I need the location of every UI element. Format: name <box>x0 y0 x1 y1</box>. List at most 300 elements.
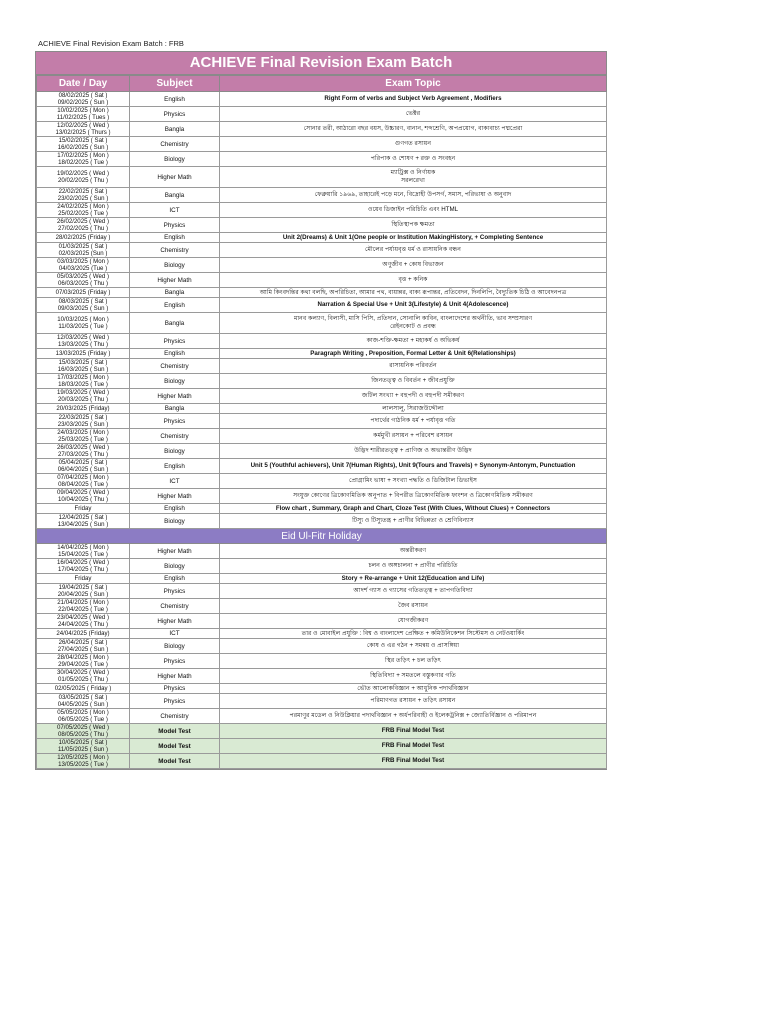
date-line: 26/03/2025 ( Wed ) <box>56 444 110 451</box>
topic-cell <box>220 258 607 273</box>
topic-cell <box>220 137 607 152</box>
date-line: 05/04/2025 ( Sat ) <box>58 459 108 466</box>
date-line: 17/02/2025 ( Mon ) <box>57 152 109 159</box>
table-row <box>37 514 607 529</box>
date-cell <box>37 404 130 414</box>
table-row <box>37 349 607 359</box>
topic-line: স্থিতিবিদ্যা + সমতলে বস্তুকণার গতি <box>370 672 456 679</box>
date-line: 25/02/2025 ( Tue ) <box>58 210 108 217</box>
holiday-row <box>37 529 607 544</box>
date-line: 10/02/2025 ( Mon ) <box>57 107 109 114</box>
date-cell <box>37 218 130 233</box>
topic-cell <box>220 504 607 514</box>
topic-cell <box>220 349 607 359</box>
date-line: 02/03/2025 (Sun ) <box>58 250 108 257</box>
topic-cell <box>220 122 607 137</box>
topic-line: Unit 5 (Youthful achievers), Unit 7(Human Rights), Unit 9(Tours and Travels) + Synonym-Antonym, Punctuation <box>250 462 576 469</box>
table-row <box>37 243 607 258</box>
topic-line: Story + Re-arrange + Unit 12(Education and Life) <box>341 574 485 582</box>
topic-line: পরিপাক ও শোষণ + রক্ত ও সংবহন <box>370 155 456 162</box>
date-cell <box>37 313 130 334</box>
topic-line: অন্তরীকরণ <box>399 547 427 554</box>
topic-line: কর্মমুখী রসায়ন + পরিবেশ রসায়ন <box>373 432 453 439</box>
table-row <box>37 414 607 429</box>
date-cell <box>37 694 130 709</box>
subject-cell: ICT <box>130 629 220 639</box>
date-line: 27/03/2025 ( Thu ) <box>57 451 109 458</box>
header-subject: Subject <box>130 76 220 92</box>
table-row <box>37 374 607 389</box>
topic-line: তার ও মোবাইল প্রযুক্তি : বিশ্ব ও বাংলাদেশ প্রেক্ষিত + কমিউনিকেশন সিস্টেমস ও নেটওয়ার্কিং <box>301 629 525 637</box>
table-row <box>37 574 607 584</box>
topic-line: জটিল সংখ্যা + বহুপদী ও বহুপদী সমীকরণ <box>361 392 465 399</box>
subject-cell: Model Test <box>130 754 220 769</box>
table-row <box>37 639 607 654</box>
subject-cell: Physics <box>130 654 220 669</box>
topic-line: লালসালু, সিরাজউদ্দৌলা <box>382 404 444 412</box>
subject-cell: Chemistry <box>130 709 220 724</box>
subject-cell: Model Test <box>130 724 220 739</box>
date-line: 15/02/2025 ( Sat ) <box>58 137 108 144</box>
date-cell <box>37 92 130 107</box>
topic-cell <box>220 614 607 629</box>
date-line: 20/04/2025 ( Sun ) <box>57 591 109 598</box>
topic-cell <box>220 107 607 122</box>
subject-cell: Physics <box>130 584 220 599</box>
table-row <box>37 754 607 769</box>
topic-line: ভেক্টর <box>405 110 421 117</box>
subject-cell: Higher Math <box>130 614 220 629</box>
table-row <box>37 188 607 203</box>
date-cell <box>37 474 130 489</box>
subject-cell: English <box>130 233 220 243</box>
subject-cell: Bangla <box>130 288 220 298</box>
date-cell <box>37 724 130 739</box>
topic-cell <box>220 694 607 709</box>
topic-line: কোষ ও এর গঠন + সমন্বয় ও প্রাসঙ্গিয়া <box>366 642 460 649</box>
table-row <box>37 152 607 167</box>
subject-cell: Bangla <box>130 188 220 203</box>
subject-cell: Physics <box>130 218 220 233</box>
table-row <box>37 709 607 724</box>
schedule-body <box>37 92 607 769</box>
topic-cell <box>220 639 607 654</box>
table-row <box>37 629 607 639</box>
date-line: 03/05/2025 ( Sat ) <box>58 694 108 701</box>
date-cell <box>37 544 130 559</box>
date-line: 12/03/2025 ( Wed ) <box>56 334 110 341</box>
table-row <box>37 559 607 574</box>
subject-cell: ICT <box>130 203 220 218</box>
date-line: 06/05/2025 ( Tue ) <box>58 716 108 723</box>
date-line: 14/04/2025 ( Mon ) <box>57 544 109 551</box>
topic-cell <box>220 389 607 404</box>
topic-cell <box>220 218 607 233</box>
table-row <box>37 654 607 669</box>
date-cell <box>37 669 130 684</box>
topic-line: ভৌত আলোকবিজ্ঞান + আধুনিক পদার্থবিজ্ঞান <box>357 684 469 692</box>
date-cell <box>37 359 130 374</box>
date-line: 24/03/2025 ( Mon ) <box>57 429 109 436</box>
topic-cell <box>220 429 607 444</box>
topic-line: প্রোগ্রামিং ভাষা + সংখ্যা পদ্ধতি ও ডিজিটাল ডিভাইস <box>348 477 478 484</box>
date-line: 23/02/2025 ( Sun ) <box>57 195 109 202</box>
table-row <box>37 739 607 754</box>
topic-cell <box>220 203 607 218</box>
topic-cell <box>220 754 607 769</box>
topic-line: আমি কিংবদন্তির কথা বলছি, অপরিচিতা, আমার পথ, বায়ান্নর, বাক্য রূপান্তর, প্রতিবেদন, দিনলিপি, বৈদ্যুতিক চিঠি ও আবেদনপত্র <box>259 288 567 296</box>
date-cell <box>37 334 130 349</box>
date-line: 15/03/2025 ( Sat ) <box>58 359 108 366</box>
topic-cell <box>220 233 607 243</box>
date-line: 04/05/2025 ( Sun ) <box>57 701 109 708</box>
date-line: 20/03/2025 (Friday) <box>56 405 110 412</box>
date-cell <box>37 349 130 359</box>
subject-cell: English <box>130 349 220 359</box>
date-cell <box>37 414 130 429</box>
date-line: 18/03/2025 ( Tue ) <box>58 381 108 388</box>
table-row <box>37 684 607 694</box>
date-line: 10/04/2025 ( Thu ) <box>57 496 109 503</box>
table-row <box>37 459 607 474</box>
date-line: 20/02/2025 ( Thu ) <box>57 177 109 184</box>
subject-cell: English <box>130 504 220 514</box>
date-line: 05/05/2025 ( Mon ) <box>57 709 109 716</box>
date-line: 27/04/2025 ( Sun ) <box>57 646 109 653</box>
schedule-sheet <box>35 51 607 770</box>
date-line: 12/05/2025 ( Mon ) <box>57 754 109 761</box>
topic-cell <box>220 92 607 107</box>
date-cell <box>37 167 130 188</box>
table-row <box>37 489 607 504</box>
date-cell <box>37 137 130 152</box>
date-cell <box>37 684 130 694</box>
date-line: 11/05/2025 ( Sun ) <box>57 746 109 753</box>
date-line: 24/04/2025 ( Thu ) <box>57 621 109 628</box>
date-line: 22/04/2025 ( Tue ) <box>58 606 108 613</box>
topic-line: জৈব রসায়ন <box>398 602 428 609</box>
date-cell <box>37 654 130 669</box>
subject-cell: Biology <box>130 559 220 574</box>
topic-line: রাসায়নিক পরিবর্তন <box>389 362 437 369</box>
date-line: 06/03/2025 ( Thu ) <box>57 280 109 287</box>
subject-cell: Higher Math <box>130 273 220 288</box>
topic-line: FRB Final Model Test <box>381 742 445 749</box>
header-topic: Exam Topic <box>220 76 607 92</box>
table-row <box>37 444 607 459</box>
topic-cell <box>220 709 607 724</box>
date-line: 16/04/2025 ( Wed ) <box>56 559 110 566</box>
date-line: 27/02/2025 ( Thu ) <box>57 225 109 232</box>
date-cell <box>37 444 130 459</box>
date-line: 16/02/2025 ( Sun ) <box>57 144 109 151</box>
topic-cell <box>220 288 607 298</box>
topic-cell <box>220 489 607 504</box>
table-row <box>37 313 607 334</box>
date-line: 29/04/2025 ( Tue ) <box>58 661 108 668</box>
topic-line: সরলরেখা <box>401 177 425 184</box>
date-cell <box>37 614 130 629</box>
topic-cell <box>220 654 607 669</box>
date-line: 24/04/2025 (Friday) <box>56 630 110 637</box>
topic-cell <box>220 152 607 167</box>
topic-line: পরিমাণগত রসায়ন + তড়িৎ রসায়ন <box>370 697 456 704</box>
table-row <box>37 167 607 188</box>
subject-cell: Biology <box>130 152 220 167</box>
topic-line: বৃত্ত + কনিক <box>398 276 428 283</box>
table-row <box>37 203 607 218</box>
table-row <box>37 273 607 288</box>
date-line: 28/02/2025 (Friday ) <box>55 234 111 241</box>
topic-cell <box>220 334 607 349</box>
date-line: 11/02/2025 ( Tues ) <box>56 114 110 121</box>
date-line: Friday <box>74 505 92 512</box>
date-cell <box>37 389 130 404</box>
date-cell <box>37 107 130 122</box>
date-cell <box>37 258 130 273</box>
date-line: 19/03/2025 ( Wed ) <box>56 389 110 396</box>
date-line: 22/03/2025 ( Sat ) <box>58 414 108 421</box>
topic-line: উদ্ভিদ শারীরতত্ত্ব + প্রাণিজ ও অভ্যন্তরীণ উদ্ভিদ <box>354 447 472 454</box>
header-date: Date / Day <box>37 76 130 92</box>
subject-cell: English <box>130 574 220 584</box>
subject-cell: Bangla <box>130 404 220 414</box>
date-line: 12/04/2025 ( Sat ) <box>58 514 108 521</box>
date-line: 13/03/2025 ( Thu ) <box>57 341 109 348</box>
date-line: 17/04/2025 ( Thu ) <box>57 566 109 573</box>
table-row <box>37 504 607 514</box>
schedule-table <box>36 75 607 769</box>
subject-cell: Higher Math <box>130 167 220 188</box>
subject-cell: Biology <box>130 444 220 459</box>
subject-cell: Biology <box>130 258 220 273</box>
date-cell <box>37 188 130 203</box>
table-row <box>37 258 607 273</box>
date-line: 02/05/2025 ( Friday ) <box>54 685 112 692</box>
table-row <box>37 107 607 122</box>
topic-line: কাজ-শক্তি-ক্ষমতা + মহাকর্ষ ও অভিকর্ষ <box>366 337 460 344</box>
date-cell <box>37 429 130 444</box>
date-cell <box>37 629 130 639</box>
date-line: 11/03/2025 ( Tue ) <box>58 323 108 330</box>
topic-cell <box>220 243 607 258</box>
topic-line: ম্যাট্রিক্স ও নির্ণায়ক <box>390 169 436 176</box>
date-cell <box>37 233 130 243</box>
table-row <box>37 334 607 349</box>
topic-cell <box>220 374 607 389</box>
subject-cell: Chemistry <box>130 359 220 374</box>
date-line: 17/03/2025 ( Mon ) <box>57 374 109 381</box>
topic-cell <box>220 559 607 574</box>
topic-cell <box>220 544 607 559</box>
date-line: 09/04/2025 ( Wed ) <box>56 489 110 496</box>
date-line: 07/05/2025 ( Wed ) <box>56 724 110 731</box>
subject-cell: Higher Math <box>130 389 220 404</box>
date-cell <box>37 243 130 258</box>
topic-line: রেইনকোট ও প্রবন্ধ <box>390 323 436 330</box>
topic-cell <box>220 273 607 288</box>
topic-line: পরমাণুর মডেল ও নিউক্লিয়ার পদার্থবিজ্ঞান + অর্ধপরিবাহী ও ইলেকট্রনিক্স + জ্যোতির্বিজ্ঞান ও পরিমাপন <box>289 712 537 719</box>
date-line: 06/04/2025 ( Sun ) <box>57 466 109 473</box>
date-cell <box>37 584 130 599</box>
topic-line: পদার্থের গাঠনিক ধর্ম + পর্যাবৃত্ত গতি <box>370 417 456 424</box>
date-line: 13/05/2025 ( Tue ) <box>58 761 108 768</box>
subject-cell: Chemistry <box>130 137 220 152</box>
date-cell <box>37 574 130 584</box>
table-row <box>37 584 607 599</box>
date-line: 08/04/2025 ( Tue ) <box>58 481 108 488</box>
subject-cell: Bangla <box>130 122 220 137</box>
table-row <box>37 474 607 489</box>
topic-line: FRB Final Model Test <box>381 727 445 734</box>
date-line: 10/03/2025 ( Mon ) <box>57 316 109 323</box>
date-line: 09/02/2025 ( Sun ) <box>57 99 109 106</box>
table-row <box>37 288 607 298</box>
topic-line: Flow chart , Summary, Graph and Chart, Cloze Test (With Clues, Without Clues) + Connectors <box>275 504 551 512</box>
date-line: 12/02/2025 ( Wed ) <box>56 122 110 129</box>
subject-cell: Higher Math <box>130 669 220 684</box>
topic-cell <box>220 404 607 414</box>
topic-line: ফেব্রুয়ারি ১৯৬৯, তাহারেই পড়ে মনে, বিদ্রোহী উপসর্গ, সমাস, পরিভাষা ও অনুবাদ <box>314 191 512 198</box>
subject-cell: English <box>130 298 220 313</box>
subject-cell: English <box>130 459 220 474</box>
date-cell <box>37 514 130 529</box>
topic-line: জিনতত্ত্ব ও বিবর্তন + জীবপ্রযুক্তি <box>371 377 455 384</box>
table-row <box>37 218 607 233</box>
subject-cell: Biology <box>130 514 220 529</box>
subject-cell: Chemistry <box>130 243 220 258</box>
date-line: 30/04/2025 ( Wed ) <box>56 669 110 676</box>
date-cell <box>37 709 130 724</box>
date-line: 18/02/2025 ( Tue ) <box>58 159 108 166</box>
date-line: 01/05/2025 ( Thu ) <box>57 676 109 683</box>
table-row <box>37 298 607 313</box>
topic-line: চলন ও অঙ্গচালনা + প্রাণীর পরিচিতি <box>368 562 458 569</box>
topic-cell <box>220 584 607 599</box>
table-row <box>37 669 607 684</box>
date-cell <box>37 298 130 313</box>
date-cell <box>37 374 130 389</box>
topic-line: অণুজীব + কোষ বিভাজন <box>382 261 444 268</box>
date-cell <box>37 152 130 167</box>
table-row <box>37 359 607 374</box>
date-line: 08/02/2025 ( Sat ) <box>58 92 108 99</box>
subject-cell: Biology <box>130 639 220 654</box>
date-cell <box>37 203 130 218</box>
topic-cell <box>220 459 607 474</box>
date-cell <box>37 504 130 514</box>
topic-line: Paragraph Writing , Preposition, Formal Letter & Unit 6(Relationships) <box>310 349 516 357</box>
topic-cell <box>220 629 607 639</box>
sheet-title: ACHIEVE Final Revision Exam Batch <box>36 52 606 75</box>
topic-cell <box>220 739 607 754</box>
date-cell <box>37 754 130 769</box>
date-line: 07/04/2025 ( Mon ) <box>57 474 109 481</box>
table-row <box>37 92 607 107</box>
topic-cell <box>220 474 607 489</box>
date-line: 07/03/2025 (Friday ) <box>55 289 111 296</box>
topic-cell <box>220 574 607 584</box>
topic-cell <box>220 514 607 529</box>
subject-cell: Physics <box>130 684 220 694</box>
date-line: 25/03/2025 ( Tue ) <box>58 436 108 443</box>
subject-cell: Biology <box>130 374 220 389</box>
topic-line: Unit 2(Dreams) & Unit 1(One people or Institution MakingHistory, + Completing Sentence <box>282 233 544 241</box>
table-row <box>37 724 607 739</box>
date-line: 22/02/2025 ( Sat ) <box>58 188 108 195</box>
date-line: 19/04/2025 ( Sat ) <box>58 584 108 591</box>
date-line: 23/04/2025 ( Wed ) <box>56 614 110 621</box>
topic-cell <box>220 684 607 694</box>
table-row <box>37 122 607 137</box>
date-cell <box>37 599 130 614</box>
date-line: 10/05/2025 ( Sat ) <box>58 739 108 746</box>
date-line: 15/04/2025 ( Tue ) <box>58 551 108 558</box>
subject-cell: Physics <box>130 107 220 122</box>
date-cell <box>37 122 130 137</box>
date-line: 26/02/2025 ( Wed ) <box>56 218 110 225</box>
topic-line: গুণগত রসায়ন <box>394 140 432 147</box>
topic-line: স্থিতিস্থাপক ক্ষমতা <box>391 221 435 228</box>
topic-cell <box>220 359 607 374</box>
date-cell <box>37 273 130 288</box>
topic-cell <box>220 298 607 313</box>
table-row <box>37 233 607 243</box>
date-line: 23/03/2025 ( Sun ) <box>57 421 109 428</box>
subject-cell: Higher Math <box>130 544 220 559</box>
subject-cell: English <box>130 92 220 107</box>
topic-line: মৌলের পর্যায়বৃত্ত ধর্ম ও রাসায়নিক বন্ধন <box>365 246 461 253</box>
subject-cell: Chemistry <box>130 599 220 614</box>
subject-cell: ICT <box>130 474 220 489</box>
date-line: 08/03/2025 ( Sat ) <box>58 298 108 305</box>
table-row <box>37 544 607 559</box>
date-line: Friday <box>74 575 92 582</box>
date-line: 01/03/2025 ( Sat ) <box>58 243 108 250</box>
subject-cell: Chemistry <box>130 429 220 444</box>
subject-cell: Higher Math <box>130 489 220 504</box>
table-row <box>37 429 607 444</box>
subject-cell: Physics <box>130 694 220 709</box>
topic-cell <box>220 444 607 459</box>
date-cell <box>37 459 130 474</box>
topic-cell <box>220 188 607 203</box>
date-line: 24/02/2025 ( Mon ) <box>57 203 109 210</box>
topic-line: Right Form of verbs and Subject Verb Agreement , Modifiers <box>324 95 502 102</box>
date-cell <box>37 639 130 654</box>
date-line: 28/04/2025 ( Mon ) <box>57 654 109 661</box>
table-row <box>37 389 607 404</box>
topic-line: মানব কল্যাণ, বিলাসী, মাসি পিসি, প্রতিদান, সোনালি কাবিন, বাংলাদেশের অর্থনীতি, ভাব সম্প্রসারণ <box>293 315 533 322</box>
table-row <box>37 599 607 614</box>
date-line: 21/04/2025 ( Mon ) <box>57 599 109 606</box>
date-line: 09/03/2025 ( Sun ) <box>57 305 109 312</box>
date-line: 08/05/2025 ( Thu ) <box>57 731 109 738</box>
topic-line: Narration & Special Use + Unit 3(Lifestyle) & Unit 4(Adolescence) <box>317 301 509 308</box>
date-line: 05/03/2025 ( Wed ) <box>56 273 110 280</box>
date-cell <box>37 739 130 754</box>
date-line: 03/03/2025 ( Mon ) <box>57 258 109 265</box>
topic-line: টিস্যু ও টিস্যুতন্ত্র + প্রাণীর বিভিন্নতা ও শ্রেণিবিন্যাস <box>352 517 474 524</box>
topic-cell <box>220 669 607 684</box>
topic-line: সোনার তরী, আঠারো বছর বয়স, উচ্চারণ, বানান, শব্দশ্রেণি, অপপ্রয়োগ, বাক্যবাচ্য পদ্মপ্রেরা <box>303 125 523 132</box>
topic-line: FRB Final Model Test <box>381 757 445 764</box>
document-caption: ACHIEVE Final Revision Exam Batch : FRB <box>38 39 184 48</box>
date-line: 16/03/2025 ( Sun ) <box>57 366 109 373</box>
date-line: 20/03/2025 ( Thu ) <box>57 396 109 403</box>
date-line: 13/03/2025 (Friday ) <box>55 350 111 357</box>
date-line: 04/03/2025 (Tue ) <box>58 265 108 272</box>
